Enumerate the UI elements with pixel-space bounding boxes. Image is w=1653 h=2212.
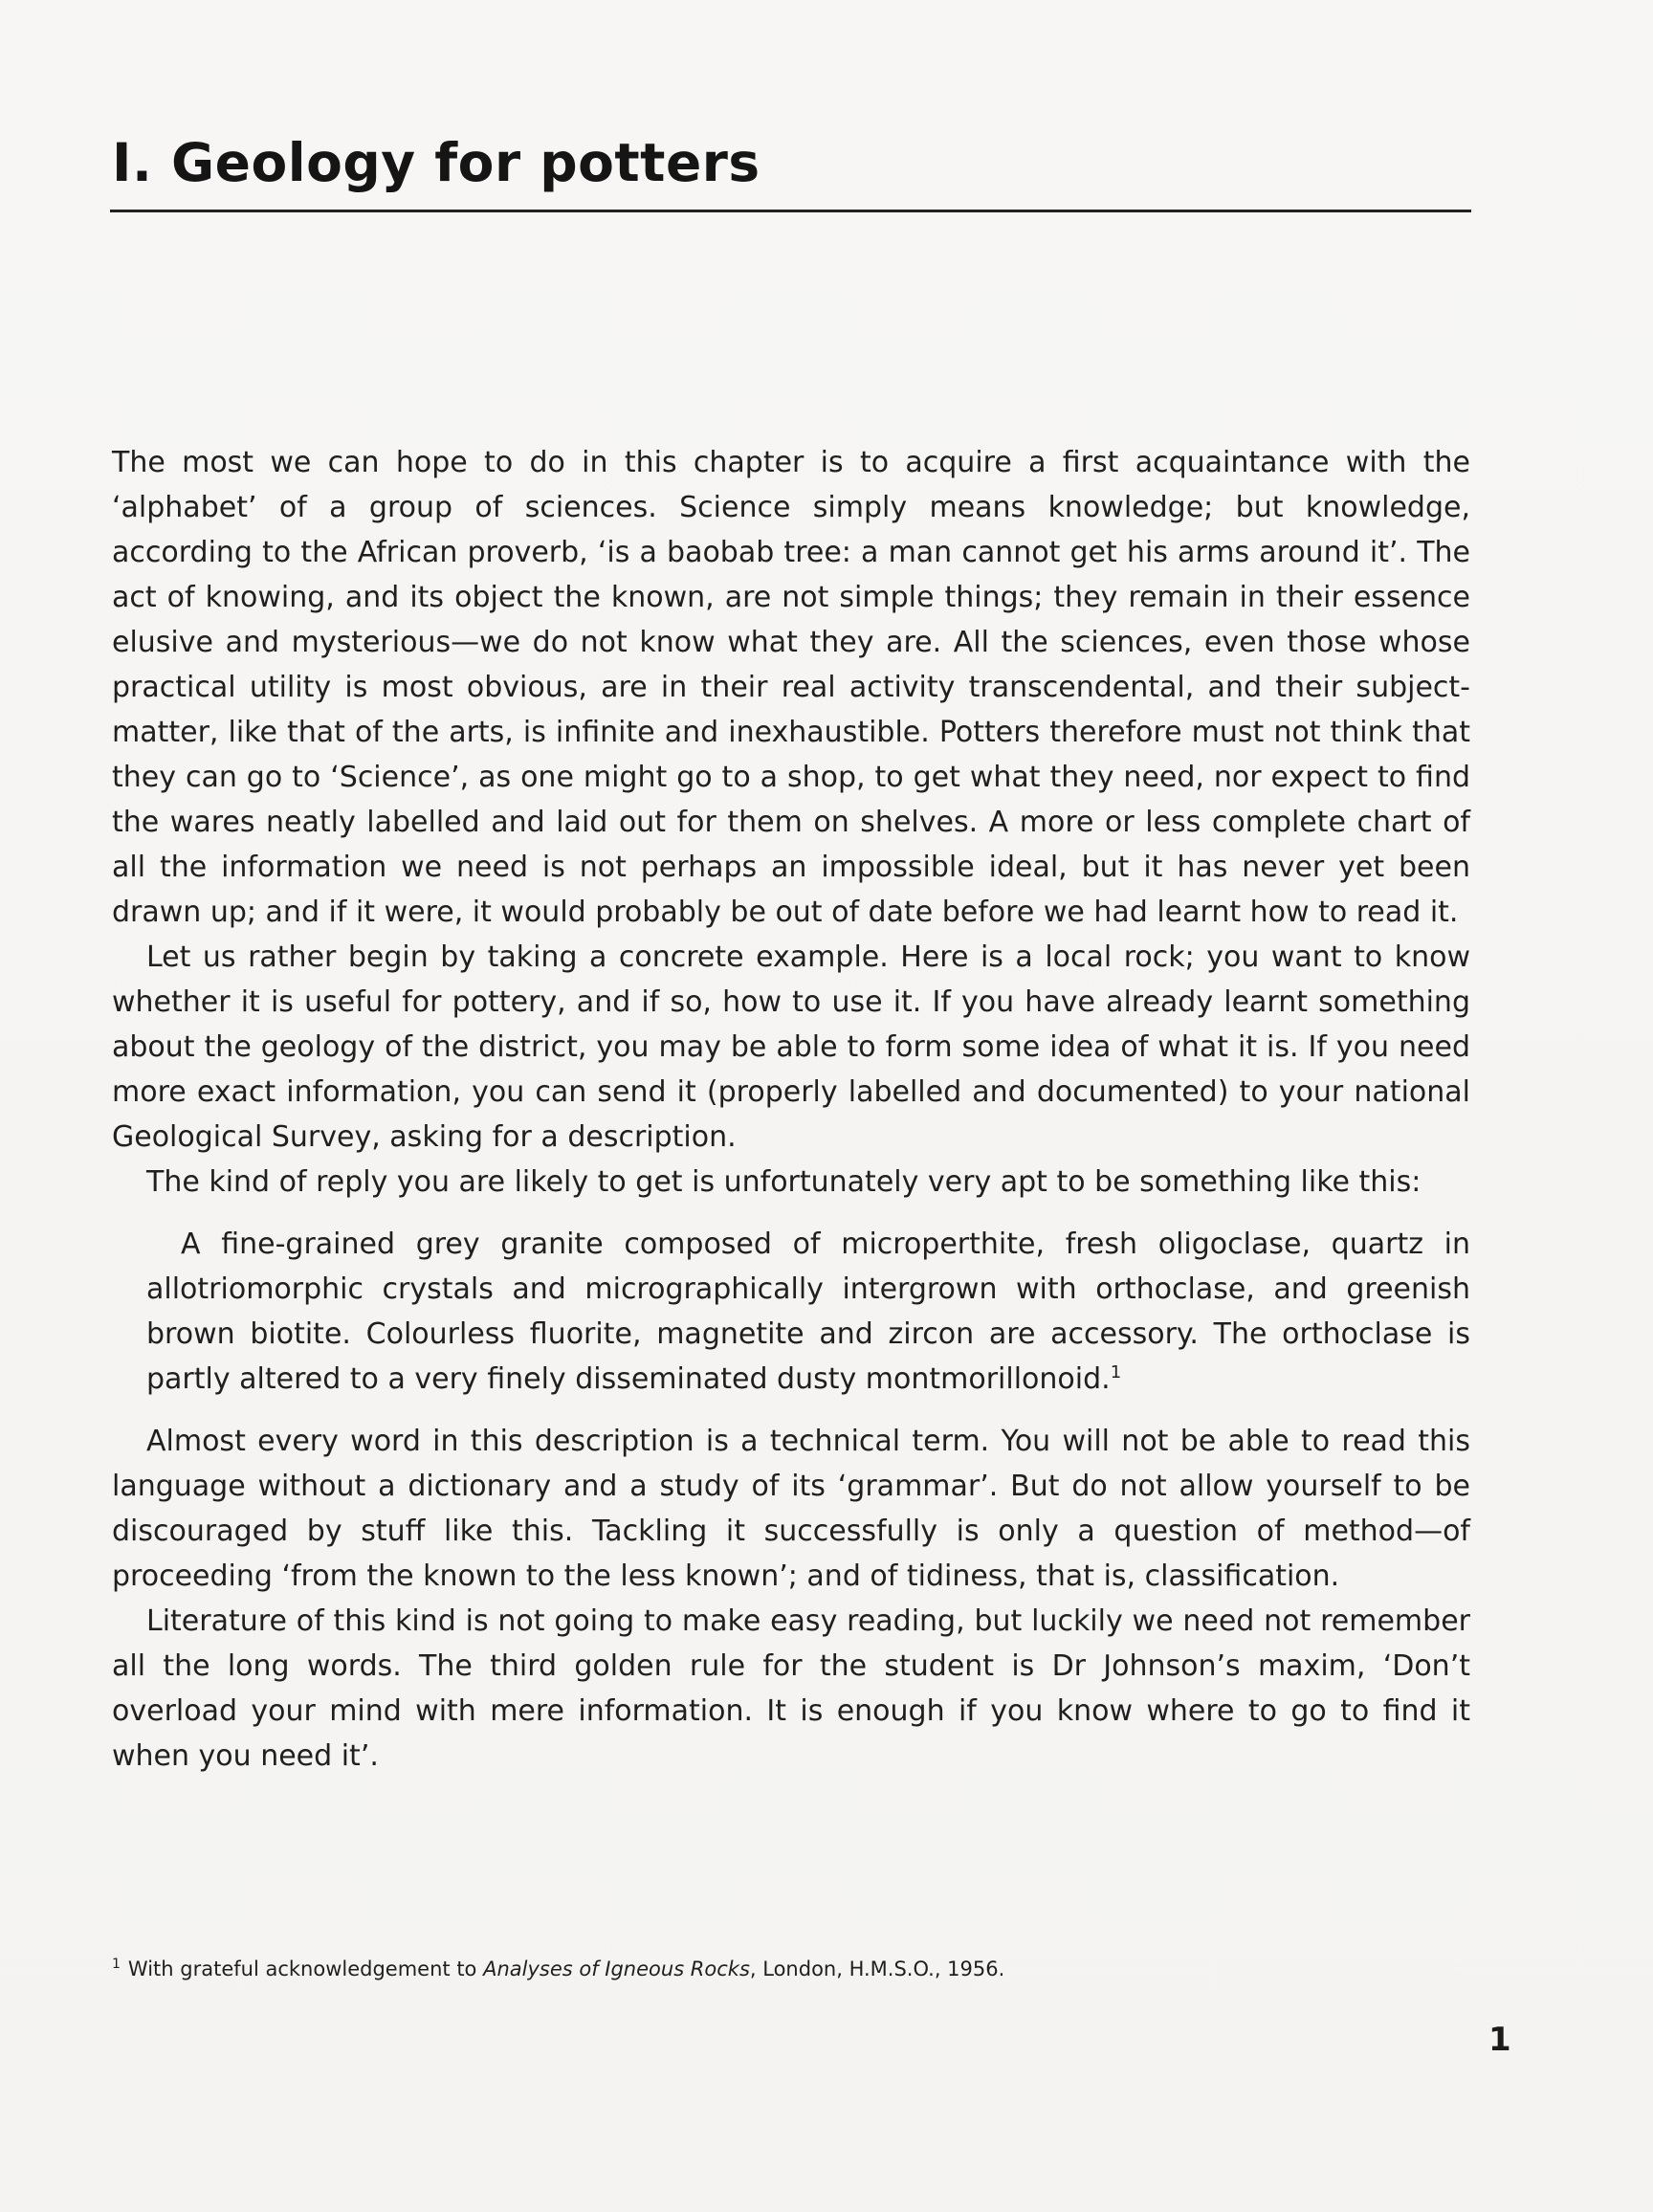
quote-text: A fine-grained grey granite composed of microperthite, fresh oligoclase, quartz in allotriomorphic crystals and micrographically intergrown with orthoclase, and greenish brown biotite. Colourless fluorite, magnetite and zircon are accessory. The orthoclase is partly altered to a very finely disseminated dusty montmorillonoid. [146, 1228, 1470, 1396]
paragraph-2: Let us rather begin by taking a concrete example. Here is a local rock; you want to know whether it is useful for pottery, and if so, how to use it. If you have already learnt something about the geology of the district, you may be able to form some idea of what it is. If you need more exact information, you can send it (properly labelled and documented) to your national Geological Survey, asking for a description. [112, 940, 1470, 1154]
title-rule [110, 210, 1471, 212]
footnote-prefix: With grateful acknowledgement to [127, 1958, 484, 1980]
paragraph-3: The kind of reply you are likely to get is unfortunately very apt to be something like this: [146, 1165, 1422, 1199]
footnote-source-title: Analyses of Igneous Rocks [483, 1958, 750, 1980]
footnote-suffix: , London, H.M.S.O., 1956. [749, 1958, 1005, 1980]
chapter-title: I. Geology for potters [112, 132, 760, 193]
paragraph-5: Literature of this kind is not going to make easy reading, but luckily we need not remember all the long words. The third golden rule for the student is Dr Johnson’s maxim, ‘Don’t overload your mind with mere information. It is enough if you know where to go to find it when you need it’. [112, 1604, 1470, 1773]
footnote-marker: 1 [1110, 1362, 1122, 1382]
page-number: 1 [1488, 2021, 1511, 2059]
footnote-number: 1 [112, 1957, 121, 1972]
paragraph-1: The most we can hope to do in this chapter is to acquire a first acquaintance with the ‘alphabet’ of a group of sciences. Science simply means knowledge; but knowledge, according to the African proverb, ‘is a baobab tree: a man cannot get his arms around it’. The act of knowing, and its object the known, are not simple things; they remain in their essence elusive and mysterious—we do not know what they are. All the sciences, even those whose practical utility is most obvious, are in their real activity transcendental, and their subject-matter, like that of the arts, is infinite and inexhaustible. Potters therefore must not think that they can go to ‘Science’, as one might go to a shop, to get what they need, nor expect to find the wares neatly labelled and laid out for them on shelves. A more or less complete chart of all the information we need is not perhaps an impossible ideal, but it has never yet been drawn up; and if it were, it would probably be out of date before we had learnt how to read it. [112, 446, 1470, 929]
paragraph-4: Almost every word in this description is a technical term. You will not be able to read this language without a dictionary and a study of its ‘grammar’. But do not allow yourself to be discouraged by stuff like this. Tackling it successfully is only a question of method—of proceeding ‘from the known to the less known’; and of tidiness, that is, classification. [112, 1425, 1470, 1593]
block-quote [146, 1222, 1470, 1402]
body-text [112, 440, 1470, 1779]
footnote [112, 1955, 1260, 1983]
